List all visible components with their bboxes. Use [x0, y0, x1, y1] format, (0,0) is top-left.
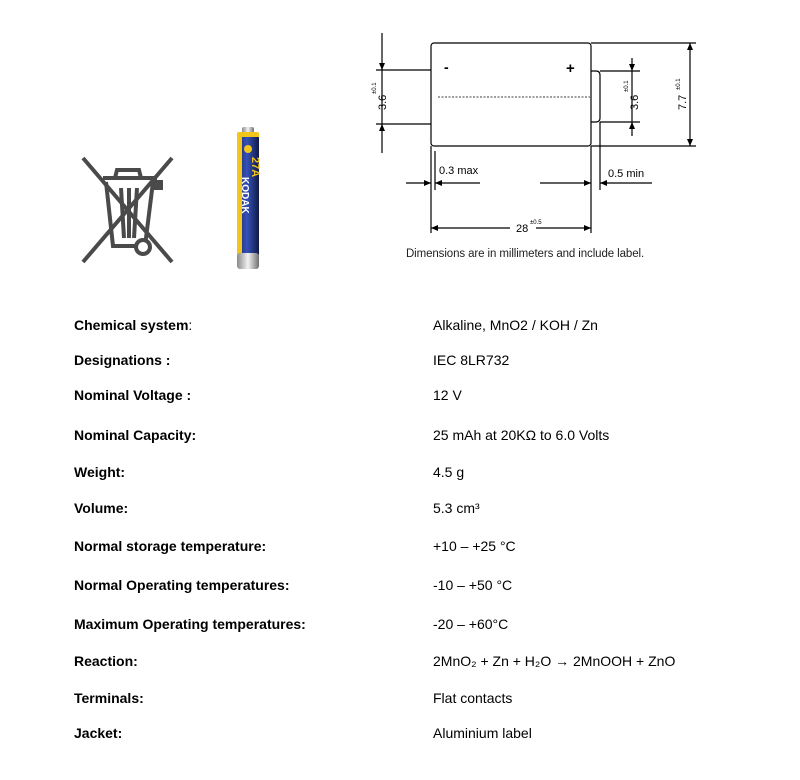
spec-label: Designations :: [74, 352, 171, 368]
spec-value: 25 mAh at 20KΩ to 6.0 Volts: [433, 427, 610, 443]
left-gap-label: 0.3 max: [439, 165, 479, 177]
length-tolerance: ±0.5: [530, 220, 542, 226]
battery-brand-text: KODAK: [239, 177, 250, 214]
battery-model-text: 27A: [249, 157, 261, 178]
diameter-label: 7.7: [677, 94, 689, 110]
spec-label: Chemical system:: [74, 317, 193, 333]
spec-row-operating-temperature: [0, 577, 800, 601]
spec-value: Alkaline, MnO2 / KOH / Zn: [433, 317, 598, 333]
battery-dimension-drawing: [360, 28, 700, 238]
spec-value: 12 V: [433, 387, 462, 403]
right-gap-label: 0.5 min: [608, 168, 645, 180]
spec-label: Volume:: [74, 500, 129, 516]
positive-terminal-symbol: +: [566, 60, 575, 77]
positive-terminal-outline: [591, 71, 600, 122]
left-height-label: 3.6: [377, 94, 389, 110]
spec-label: Maximum Operating temperatures:: [74, 616, 306, 632]
spec-row-nominal-voltage: [0, 387, 800, 411]
weee-crossed-bin-icon: [75, 150, 180, 270]
spec-row-chemical-system: [0, 317, 800, 341]
spec-label: Normal storage temperature:: [74, 538, 267, 554]
negative-terminal-symbol: -: [444, 59, 449, 75]
spec-value: Flat contacts: [433, 690, 513, 706]
spec-label: Reaction:: [74, 653, 138, 669]
spec-value: -10 – +50 °C: [433, 577, 513, 593]
right-height-tolerance: ±0.1: [624, 80, 630, 92]
spec-value: 2MnO₂ + Zn + H₂O → 2MnOOH + ZnO: [433, 653, 676, 669]
dimension-caption: Dimensions are in millimeters and include label.: [405, 248, 645, 260]
spec-row-storage-temperature: [0, 538, 800, 562]
spec-row-jacket: [0, 725, 800, 749]
kodak-battery-image: [228, 125, 268, 275]
spec-row-nominal-capacity: [0, 427, 800, 451]
spec-label: Jacket:: [74, 725, 123, 741]
spec-label: Weight:: [74, 464, 126, 480]
length-label: 28: [516, 223, 529, 235]
left-height-tolerance: ±0.1: [372, 82, 378, 94]
spec-row-max-operating-temperature: [0, 616, 800, 640]
spec-row-reaction: [0, 653, 800, 677]
spec-label: Nominal Voltage :: [74, 387, 192, 403]
spec-value: IEC 8LR732: [433, 352, 510, 368]
spec-label: Terminals:: [74, 690, 144, 706]
spec-row-terminals: [0, 690, 800, 714]
right-height-label: 3.6: [629, 94, 641, 110]
spec-value: +10 – +25 °C: [433, 538, 516, 554]
diameter-tolerance: ±0.1: [676, 78, 682, 90]
spec-value: Aluminium label: [433, 725, 532, 741]
spec-row-volume: [0, 500, 800, 524]
spec-value: -20 – +60°C: [433, 616, 509, 632]
battery-outline: [431, 43, 591, 146]
spec-value: 4.5 g: [433, 464, 465, 480]
spec-row-weight: [0, 464, 800, 488]
spec-label: Nominal Capacity:: [74, 427, 197, 443]
spec-value: 5.3 cm³: [433, 500, 480, 516]
spec-label: Normal Operating temperatures:: [74, 577, 290, 593]
spec-row-designations: [0, 352, 800, 376]
